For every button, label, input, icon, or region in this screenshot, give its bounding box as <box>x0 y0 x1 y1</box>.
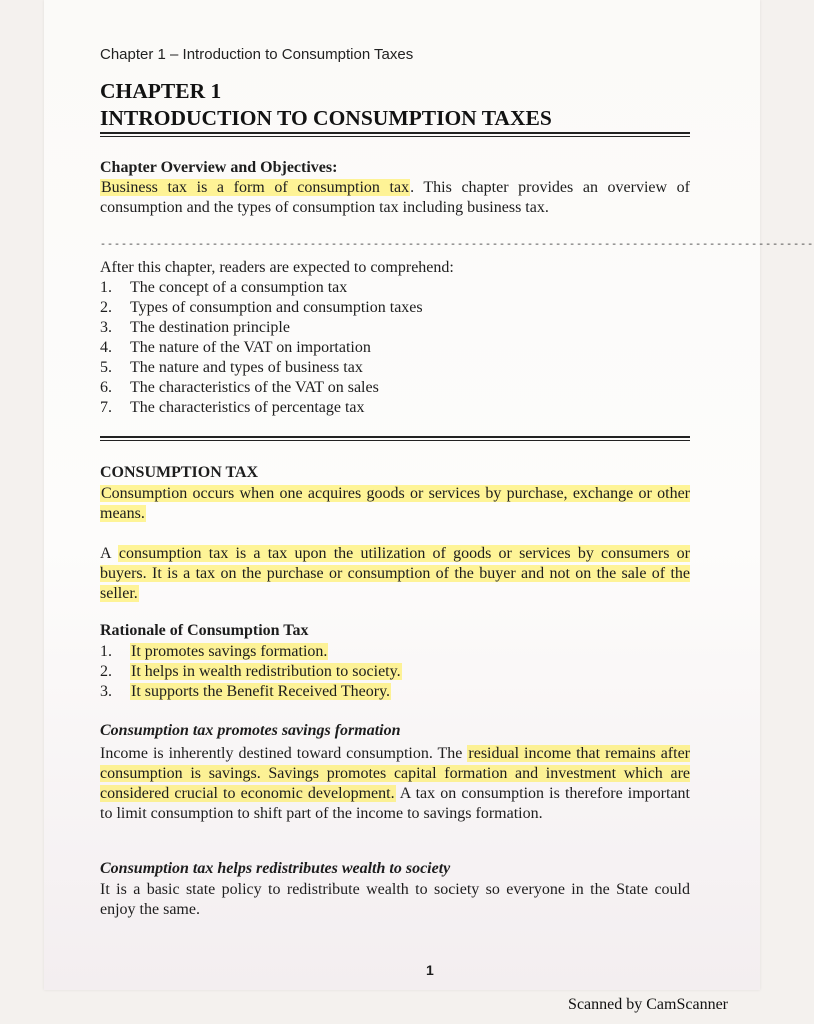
list-number: 2. <box>100 663 112 680</box>
chapter-title-block <box>100 78 552 132</box>
highlighted-text: Business tax is a form of consumption tax <box>101 179 410 196</box>
list-text: The nature of the VAT on importation <box>130 339 371 356</box>
overview-paragraph: Business tax is a form of consumption tax. This chapter provides an overview of consumption and the types of consumption tax including business tax. <box>100 179 691 216</box>
savings-heading: Consumption tax promotes savings formation <box>100 722 401 739</box>
chapter-title: INTRODUCTION TO CONSUMPTION TAXES <box>100 106 552 130</box>
list-text: The characteristics of the VAT on sales <box>130 379 379 396</box>
rationale-heading: Rationale of Consumption Tax <box>100 622 309 639</box>
list-item <box>100 298 423 318</box>
list-text: It supports the Benefit Received Theory. <box>131 683 391 700</box>
rationale-list <box>100 642 402 702</box>
list-item <box>100 338 423 358</box>
list-item <box>100 398 423 418</box>
list-item <box>100 358 423 378</box>
highlighted-text: Consumption occurs when one acquires goods or services by purchase, exchange or other means. <box>100 485 690 522</box>
list-number: 2. <box>100 299 112 316</box>
list-number: 1. <box>100 643 112 660</box>
list-text: Types of consumption and consumption taxes <box>130 299 423 316</box>
list-text: The characteristics of percentage tax <box>130 399 365 416</box>
overview-heading: Chapter Overview and Objectives: <box>100 159 338 176</box>
dashed-divider: ------------------------------------------------------------------------------------------------------ <box>100 240 814 251</box>
list-text: The nature and types of business tax <box>130 359 363 376</box>
scanner-watermark: Scanned by CamScanner <box>568 996 728 1013</box>
list-number: 7. <box>100 399 112 416</box>
redistribution-heading: Consumption tax helps redistributes wealth to society <box>100 860 451 877</box>
list-item <box>100 662 402 682</box>
running-header: Chapter 1 – Introduction to Consumption Taxes <box>100 46 414 63</box>
title-rule <box>100 132 690 137</box>
list-item <box>100 278 423 298</box>
page-number: 1 <box>426 962 434 978</box>
highlighted-text: consumption tax is a tax upon the utilization of goods or services by consumers or buyers. It is a tax on the purchase or consumption of the buyer and not on the sale of the seller. <box>100 545 691 602</box>
list-number: 3. <box>100 319 112 336</box>
chapter-label: CHAPTER 1 <box>100 79 222 103</box>
list-number: 6. <box>100 379 112 396</box>
consumption-definition <box>100 484 690 524</box>
list-number: 3. <box>100 683 112 700</box>
list-number: 5. <box>100 359 112 376</box>
list-number: 1. <box>100 279 112 296</box>
list-number: 4. <box>100 339 112 356</box>
list-text: The concept of a consumption tax <box>130 279 348 296</box>
list-item <box>100 318 423 338</box>
list-item <box>100 378 423 398</box>
list-item <box>100 682 402 702</box>
section-rule <box>100 436 690 441</box>
consumption-tax-heading: CONSUMPTION TAX <box>100 464 259 481</box>
objectives-intro: After this chapter, readers are expected to comprehend: <box>100 259 454 276</box>
list-text: The destination principle <box>130 319 290 336</box>
document-page <box>44 0 814 990</box>
list-text: It helps in wealth redistribution to society. <box>131 663 401 680</box>
consumption-tax-definition: A consumption tax is a tax upon the utilization of goods or services by consumers or buyers. It is a tax on the purchase or consumption of the buyer and not on the sale of the seller. <box>100 545 691 602</box>
list-text: It promotes savings formation. <box>131 643 328 660</box>
savings-paragraph: Income is inherently destined toward consumption. The residual income that remains after consumption is savings. Savings promotes capital formation and investment which are considered crucial to economic development. A tax on consumption is therefore important to limit consumption to shift part of the income to savings formation. <box>100 745 691 822</box>
highlighted-text: residual income that remains after consumption is savings. Savings promotes capital formation and investment which are considered crucial to economic development. <box>100 745 691 802</box>
objectives-list <box>100 278 423 418</box>
redistribution-paragraph: It is a basic state policy to redistribute wealth to society so everyone in the State could enjoy the same. <box>100 881 690 918</box>
list-item <box>100 642 402 662</box>
